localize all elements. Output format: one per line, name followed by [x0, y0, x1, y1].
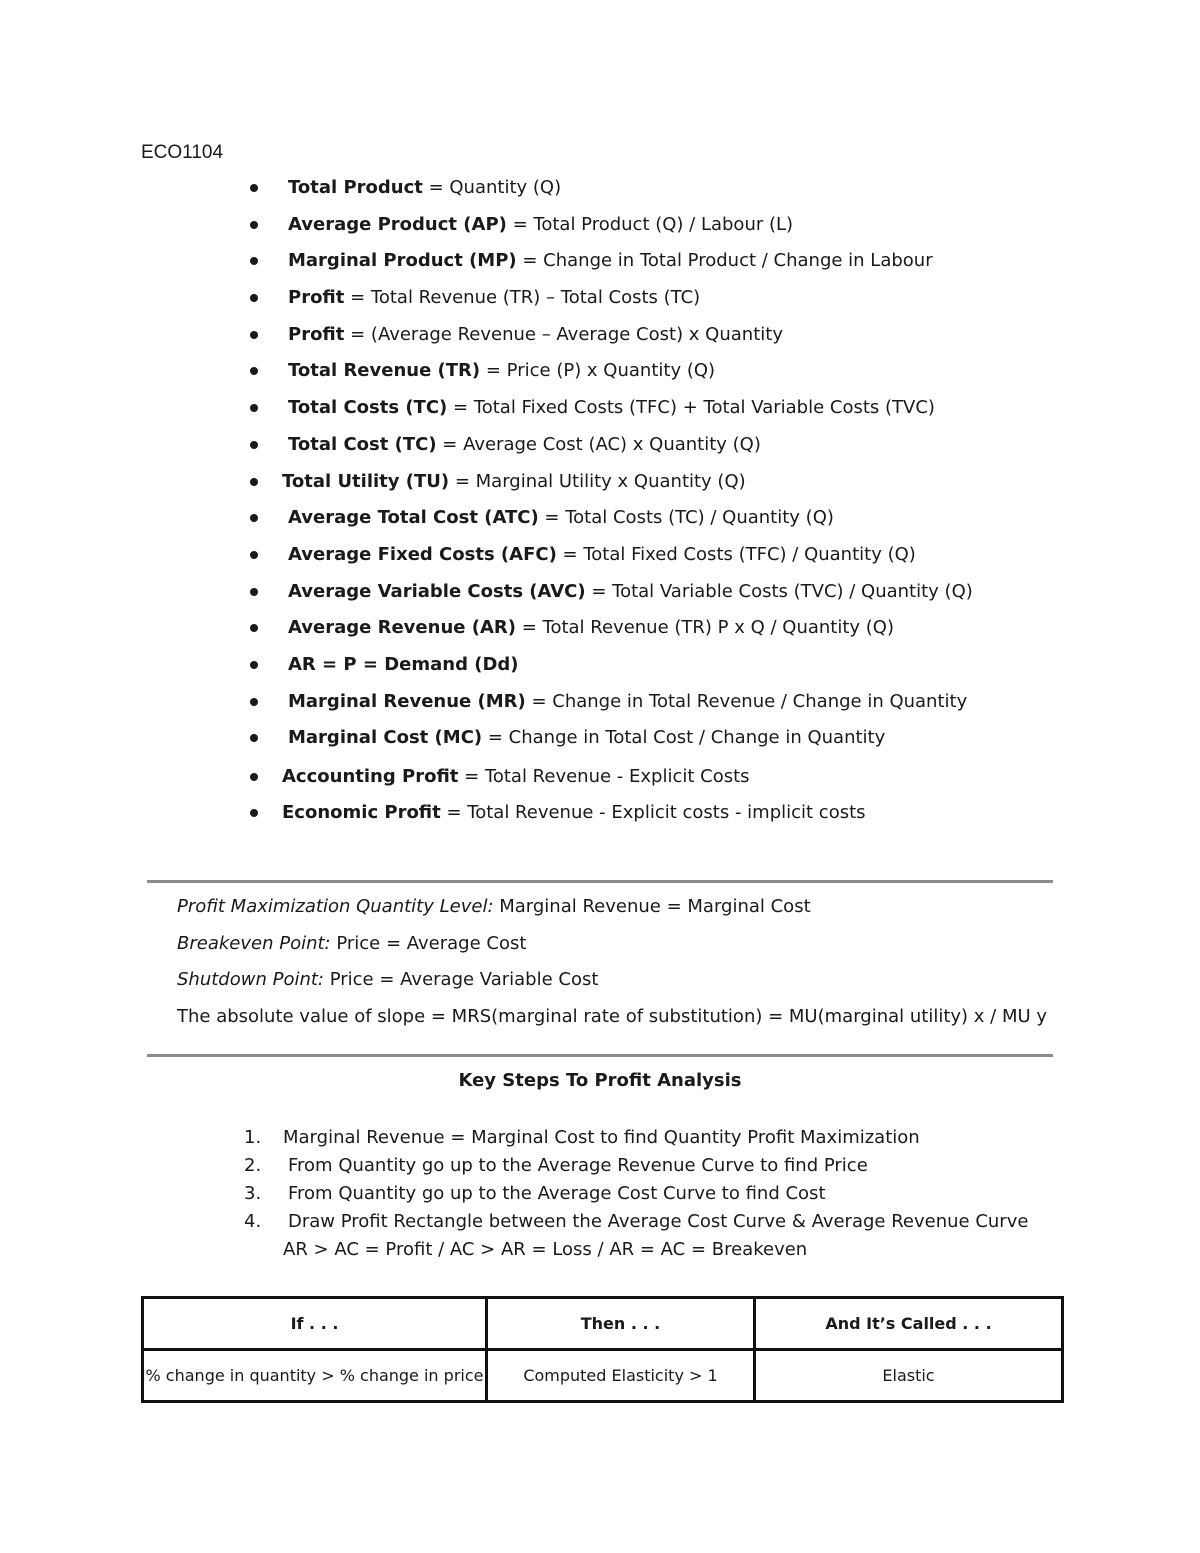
- formula-item: [240, 470, 973, 507]
- condition-line: [177, 968, 1047, 1005]
- table-row: [143, 1350, 1063, 1402]
- slope-note: The absolute value of slope = MRS(marginal rate of substitution) = MU(marginal utility) x / MU y: [177, 1006, 1048, 1028]
- formula-definition: = Marginal Utility x Quantity (Q): [449, 470, 746, 492]
- conditions-block: [177, 895, 1047, 1042]
- condition-label: Profit Maximization Quantity Level:: [177, 896, 494, 917]
- condition-label: Shutdown Point:: [177, 969, 324, 991]
- bullet-icon: [250, 661, 258, 669]
- bullet-icon: [250, 734, 258, 742]
- step-item: [240, 1126, 1028, 1154]
- formula-term: Total Utility (TU): [282, 470, 450, 492]
- step-text: Marginal Revenue = Marginal Cost to find Quantity Profit Maximization: [283, 1127, 920, 1148]
- bullet-icon: [250, 514, 258, 522]
- formula-definition: = Quantity (Q): [422, 177, 562, 198]
- formula-term: Marginal Product (MP): [288, 250, 517, 272]
- formula-item: [240, 323, 973, 360]
- formula-term: Average Variable Costs (AVC): [288, 580, 586, 602]
- formula-term: Marginal Revenue (MR): [288, 690, 526, 712]
- formula-definition: = Total Revenue (TR) – Total Costs (TC): [344, 287, 701, 309]
- formula-definition: = Total Variable Costs (TVC) / Quantity (Q): [585, 580, 973, 602]
- step-text: Draw Profit Rectangle between the Average Cost Curve & Average Revenue Curve: [288, 1211, 1029, 1232]
- formula-term: Average Product (AP): [288, 213, 507, 235]
- bullet-icon: [250, 221, 258, 229]
- condition-label: Breakeven Point:: [177, 932, 331, 954]
- formula-item: [240, 213, 973, 250]
- formula-item: [240, 396, 973, 433]
- formula-definition: = Total Fixed Costs (TFC) / Quantity (Q): [556, 543, 916, 565]
- table-cell: Elastic: [755, 1350, 1063, 1402]
- step-item: [240, 1210, 1028, 1238]
- formula-item: [240, 801, 973, 838]
- step-item: [240, 1154, 1028, 1182]
- step-number: 4.: [244, 1211, 262, 1232]
- formula-term: Total Costs (TC): [288, 397, 448, 419]
- bullet-icon: [250, 331, 258, 339]
- step-item: [240, 1182, 1028, 1210]
- formula-list: [240, 176, 973, 838]
- horizontal-divider: [147, 1054, 1053, 1057]
- section-title: Key Steps To Profit Analysis: [458, 1070, 742, 1091]
- formula-item: [240, 653, 973, 690]
- formula-item: [240, 580, 973, 617]
- formula-definition: = Total Revenue - Explicit costs - implicit costs: [440, 802, 866, 824]
- formula-term: Marginal Cost (MC): [288, 727, 483, 749]
- formula-term: Economic Profit: [282, 802, 441, 824]
- bullet-icon: [250, 624, 258, 632]
- formula-term: AR = P = Demand (Dd): [288, 653, 519, 675]
- formula-item: [240, 765, 973, 802]
- bullet-icon: [250, 698, 258, 706]
- step-number: 3.: [244, 1183, 262, 1204]
- bullet-icon: [250, 809, 258, 817]
- bullet-icon: [250, 257, 258, 265]
- condition-line: [177, 895, 1047, 932]
- table-header-row: [143, 1298, 1063, 1350]
- bullet-icon: [250, 551, 258, 559]
- bullet-icon: [250, 184, 258, 192]
- steps-list: [240, 1126, 1028, 1262]
- condition-line: [177, 932, 1047, 969]
- step-text: From Quantity go up to the Average Cost Curve to find Cost: [288, 1183, 826, 1204]
- formula-item: [240, 616, 973, 653]
- formula-term: Total Cost (TC): [288, 433, 437, 455]
- bullet-icon: [250, 294, 258, 302]
- step-continuation: AR > AC = Profit / AC > AR = Loss / AR = AC = Breakeven: [283, 1239, 808, 1260]
- formula-item: [240, 286, 973, 323]
- table-cell: % change in quantity > % change in price: [143, 1350, 487, 1402]
- bullet-icon: [250, 404, 258, 412]
- course-code: ECO1104: [141, 142, 224, 163]
- formula-item: [240, 176, 973, 213]
- formula-term: Total Product: [288, 177, 423, 198]
- elasticity-table: [141, 1296, 1064, 1403]
- bullet-icon: [250, 478, 258, 486]
- formula-item: [240, 543, 973, 580]
- bullet-icon: [250, 367, 258, 375]
- formula-item: [240, 249, 973, 286]
- formula-definition: = (Average Revenue – Average Cost) x Quantity: [344, 323, 783, 345]
- condition-text: Price = Average Cost: [330, 932, 527, 954]
- condition-text: Marginal Revenue = Marginal Cost: [493, 896, 811, 917]
- formula-definition: = Average Cost (AC) x Quantity (Q): [436, 433, 761, 455]
- formula-definition: = Change in Total Revenue / Change in Quantity: [525, 690, 968, 712]
- formula-term: Total Revenue (TR): [288, 360, 481, 382]
- condition-text: Price = Average Variable Cost: [324, 969, 599, 991]
- formula-item: [240, 726, 973, 763]
- formula-definition: = Total Revenue - Explicit Costs: [458, 765, 750, 787]
- formula-definition: = Change in Total Cost / Change in Quantity: [482, 727, 886, 749]
- table-cell: Computed Elasticity > 1: [487, 1350, 755, 1402]
- formula-item: [240, 433, 973, 470]
- formula-definition: = Change in Total Product / Change in Labour: [516, 250, 933, 272]
- step-text: From Quantity go up to the Average Revenue Curve to find Price: [288, 1155, 868, 1176]
- table-header-cell: Then . . .: [487, 1298, 755, 1350]
- formula-item: [240, 506, 973, 543]
- formula-definition: = Total Fixed Costs (TFC) + Total Variable Costs (TVC): [447, 397, 935, 419]
- formula-term: Average Revenue (AR): [288, 617, 516, 639]
- formula-term: Average Fixed Costs (AFC): [288, 543, 557, 565]
- step-number: 2.: [244, 1155, 262, 1176]
- formula-term: Average Total Cost (ATC): [288, 507, 539, 529]
- bullet-icon: [250, 588, 258, 596]
- formula-definition: = Total Revenue (TR) P x Q / Quantity (Q): [515, 617, 894, 639]
- bullet-icon: [250, 441, 258, 449]
- horizontal-divider: [147, 880, 1053, 883]
- formula-definition: = Total Product (Q) / Labour (L): [506, 213, 794, 235]
- formula-term: Accounting Profit: [282, 765, 459, 787]
- table-header-cell: And It’s Called . . .: [755, 1298, 1063, 1350]
- table-header-cell: If . . .: [143, 1298, 487, 1350]
- step-number: 1.: [244, 1127, 262, 1148]
- formula-item: [240, 359, 973, 396]
- formula-definition: = Price (P) x Quantity (Q): [480, 360, 716, 382]
- formula-term: Profit: [288, 287, 345, 309]
- formula-definition: = Total Costs (TC) / Quantity (Q): [538, 507, 834, 529]
- bullet-icon: [250, 773, 258, 781]
- formula-term: Profit: [288, 323, 345, 345]
- formula-item: [240, 690, 973, 727]
